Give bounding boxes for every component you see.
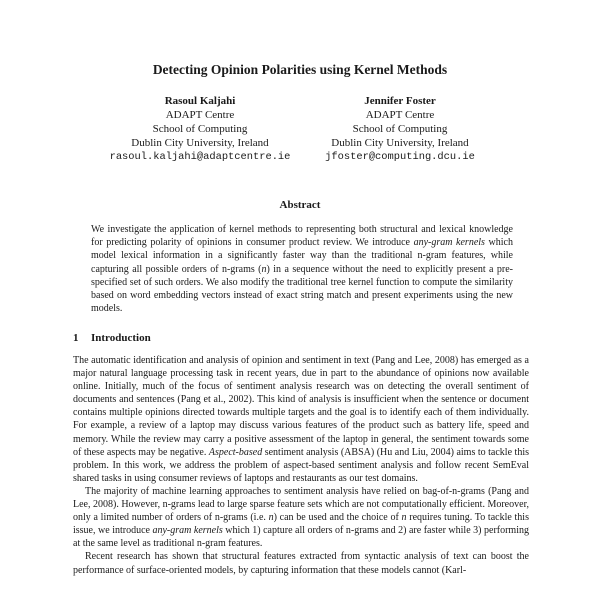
introduction-body (73, 354, 529, 577)
paragraph: Recent research has shown that structural features extracted from syntactic analysis of text can boost the performance of surface-oriented models, by capturing information that these models cannot (Karl- (73, 551, 529, 576)
section-number: 1 (73, 332, 79, 344)
paragraph: The majority of machine learning approaches to sentiment analysis have relied on bag-of-n-grams (Pang and Lee, 2008). However, n-grams lead to large sparse feature sets which are not computationally efficient. Moreover, only a limited number of orders of n-grams (i.e. n) can be used and the choice of n requires tuning. To tackle this issue, we introduce any-gram kernels which 1) capture all orders of n-grams and 2) are faster while 3) performing at the same level as traditional n-gram features. (73, 485, 529, 550)
author-block-2 (290, 94, 510, 164)
author-affiliation: Dublin City University, Ireland (331, 137, 469, 149)
abstract-heading: Abstract (279, 199, 321, 211)
abstract-text: We investigate the application of kernel methods to representing both structural and lexical knowledge for predicting polarity of opinions in consumer product review. We introduce any-gram kernels which model lexical information in a significantly faster way than the traditional n-gram features, while capturing all possible orders of n-grams (n) in a sequence without the need to explicitly present a pre-specified set of such orders. We also modify the traditional tree kernel function to compute the similarity based on word embedding vectors instead of exact string match and present experiments using the new models. (91, 224, 513, 315)
author-block-1 (90, 94, 310, 164)
paper-title: Detecting Opinion Polarities using Kernel Methods (152, 62, 448, 77)
author-name: Rasoul Kaljahi (164, 95, 236, 107)
author-email: jfoster@computing.dcu.ie (325, 151, 475, 163)
author-affiliation: Dublin City University, Ireland (131, 137, 269, 149)
author-name: Jennifer Foster (364, 95, 436, 107)
section-heading (73, 332, 151, 344)
author-email: rasoul.kaljahi@adaptcentre.ie (109, 151, 291, 163)
paragraph: The automatic identification and analysis of opinion and sentiment in text (Pang and Lee, 2008) has emerged as a major natural language processing task in recent years, due in part to the abundance of opinions now available online. Initially, much of the focus of sentiment analysis research was on detecting the overall sentiment of documents and sentences (Pang et al., 2002). This kind of analysis is insufficient when the sentence or document contains multiple opinions directed towards multiple targets and the goal is to identify each of them individually. For example, a review of a laptop may discuss various features of the product such as battery life, speed and memory. While the review may carry a positive assessment of the laptop in general, the sentiment towards some of these aspects may be negative. Aspect-based sentiment analysis (ABSA) (Hu and Liu, 2004) aims to tackle this problem. In this work, we address the problem of aspect-based sentiment analysis and follow recent SemEval shared tasks in using consumer reviews of laptops and restaurants as our test domains. (73, 355, 529, 484)
author-affiliation: School of Computing (352, 123, 448, 135)
author-affiliation: ADAPT Centre (365, 109, 435, 121)
section-title: Introduction (91, 332, 151, 344)
author-affiliation: School of Computing (152, 123, 248, 135)
author-affiliation: ADAPT Centre (165, 109, 235, 121)
